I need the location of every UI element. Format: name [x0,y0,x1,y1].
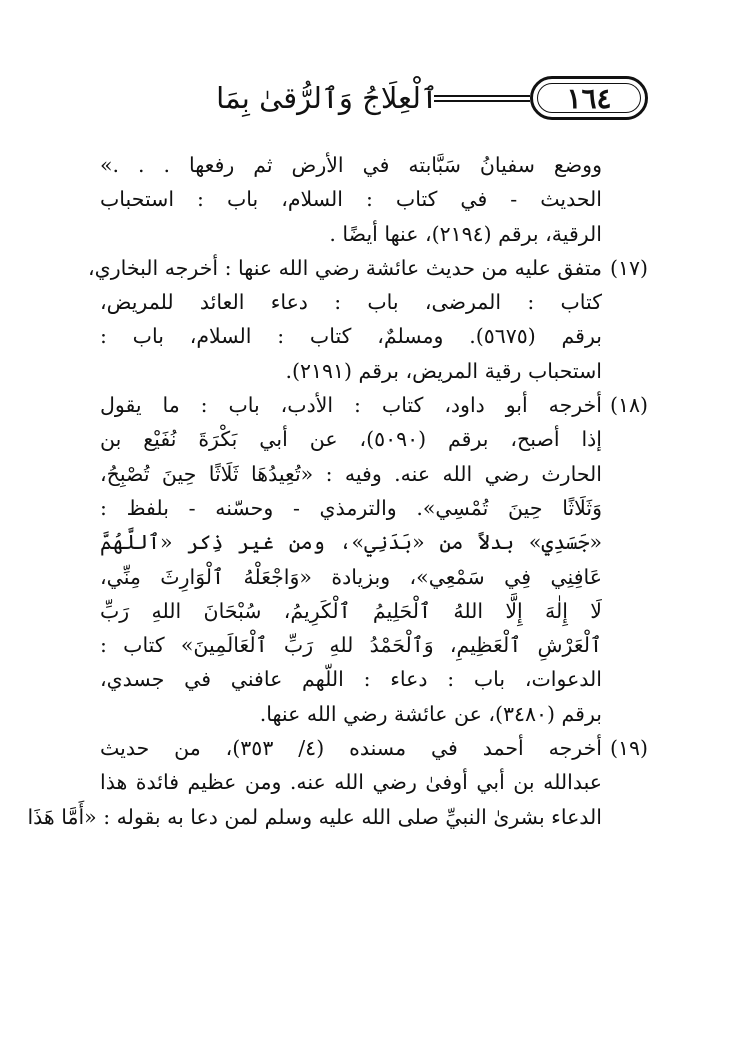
page-number-frame [530,76,648,120]
footnote-number: (١٩) [609,736,648,761]
footnote-text: متفق عليه من حديث عائشة رضي الله عنها : أخرجه البخاري، [88,255,602,280]
text-line: استحباب رقية المريض، برقم (٢١٩١). [285,358,602,383]
footnote-19 [27,731,648,834]
text-line: الدعوات، باب : دعاء : اللّهم عافني في جسدي، [100,667,602,692]
text-line: إذا أصبح، برقم (٥٠٩٠)، عن أبي بَكْرَةَ نُفَيْع بن [100,427,602,452]
text-line: ووضع سفيانُ سَبَّابته في الأرض ثم رفعها . . .» [100,153,602,177]
text-line [100,388,648,422]
footnote-18 [100,388,648,731]
footnote-text: أخرجه أحمد في مسنده (٤/ ٣٥٣)، من حديث [100,736,602,761]
text-line: الرقية، برقم (٢١٩٤)، عنها أيضًا . [329,221,602,246]
text-line: الدعاء بشرىٰ النبيِّ صلى الله عليه وسلم لمن دعا به بقوله : «أَمَّا هَذَا [27,804,602,829]
continued-footnote [100,148,648,251]
text-line: برقم (٣٤٨٠)، عن عائشة رضي الله عنها. [259,701,602,726]
text-line: عَافِنِي فِي سَمْعِي»، وبزيادة «وَاجْعَلْهُ ٱلْوَارِثَ مِنِّي، [100,564,602,589]
text-line: الحديث - في كتاب : السلام، باب : استحباب [100,187,602,212]
text-line [100,731,648,765]
text-line: برقم (٥٦٧٥). ومسلمٌ، كتاب : السلام، باب : [100,324,602,349]
footnotes-body [27,148,648,834]
text-line: كتاب : المرضى، باب : دعاء العائد للمريض، [100,290,602,315]
text-line: «جَسَدِي» بدلاً من «بَدَنِي»، ومن غير ذِكر «ٱللَّهُمَّ [100,530,602,555]
footnote-17 [88,251,648,388]
footnote-number: (١٧) [609,255,648,280]
page-header [100,74,648,126]
footnote-number: (١٨) [609,393,648,418]
text-line: عبدالله بن أبي أوفىٰ رضي الله عنه. ومن عظيم فائدة هذا [100,770,602,795]
running-title: ٱلْعِلَاجُ وَٱلرُّقىٰ بِمَا [216,81,438,115]
text-line [88,251,648,285]
text-line: الحارث رضي الله عنه. وفيه : «تُعِيدُهَا ثَلَاثًا حِينَ تُصْبِحُ، [100,461,602,486]
text-line: وَثَلَاثًا حِينَ تُمْسِي». والترمذي - وحسّنه - بلفظ : [100,495,602,520]
page-number: ١٦٤ [566,81,612,115]
footnote-text: أخرجه أبو داود، كتاب : الأدب، باب : ما يقول [100,393,602,418]
header-double-rule [434,95,530,102]
text-line: ٱلْعَرْشِ ٱلْعَظِيمِ، وَٱلْحَمْدُ للهِ رَبِّ ٱلْعَالَمِينَ» كتاب : [100,633,602,658]
text-line: لَا إِلٰهَ إِلَّا اللهُ ٱلْحَلِيمُ ٱلْكَرِيمُ، سُبْحَانَ اللهِ رَبِّ [100,598,602,623]
